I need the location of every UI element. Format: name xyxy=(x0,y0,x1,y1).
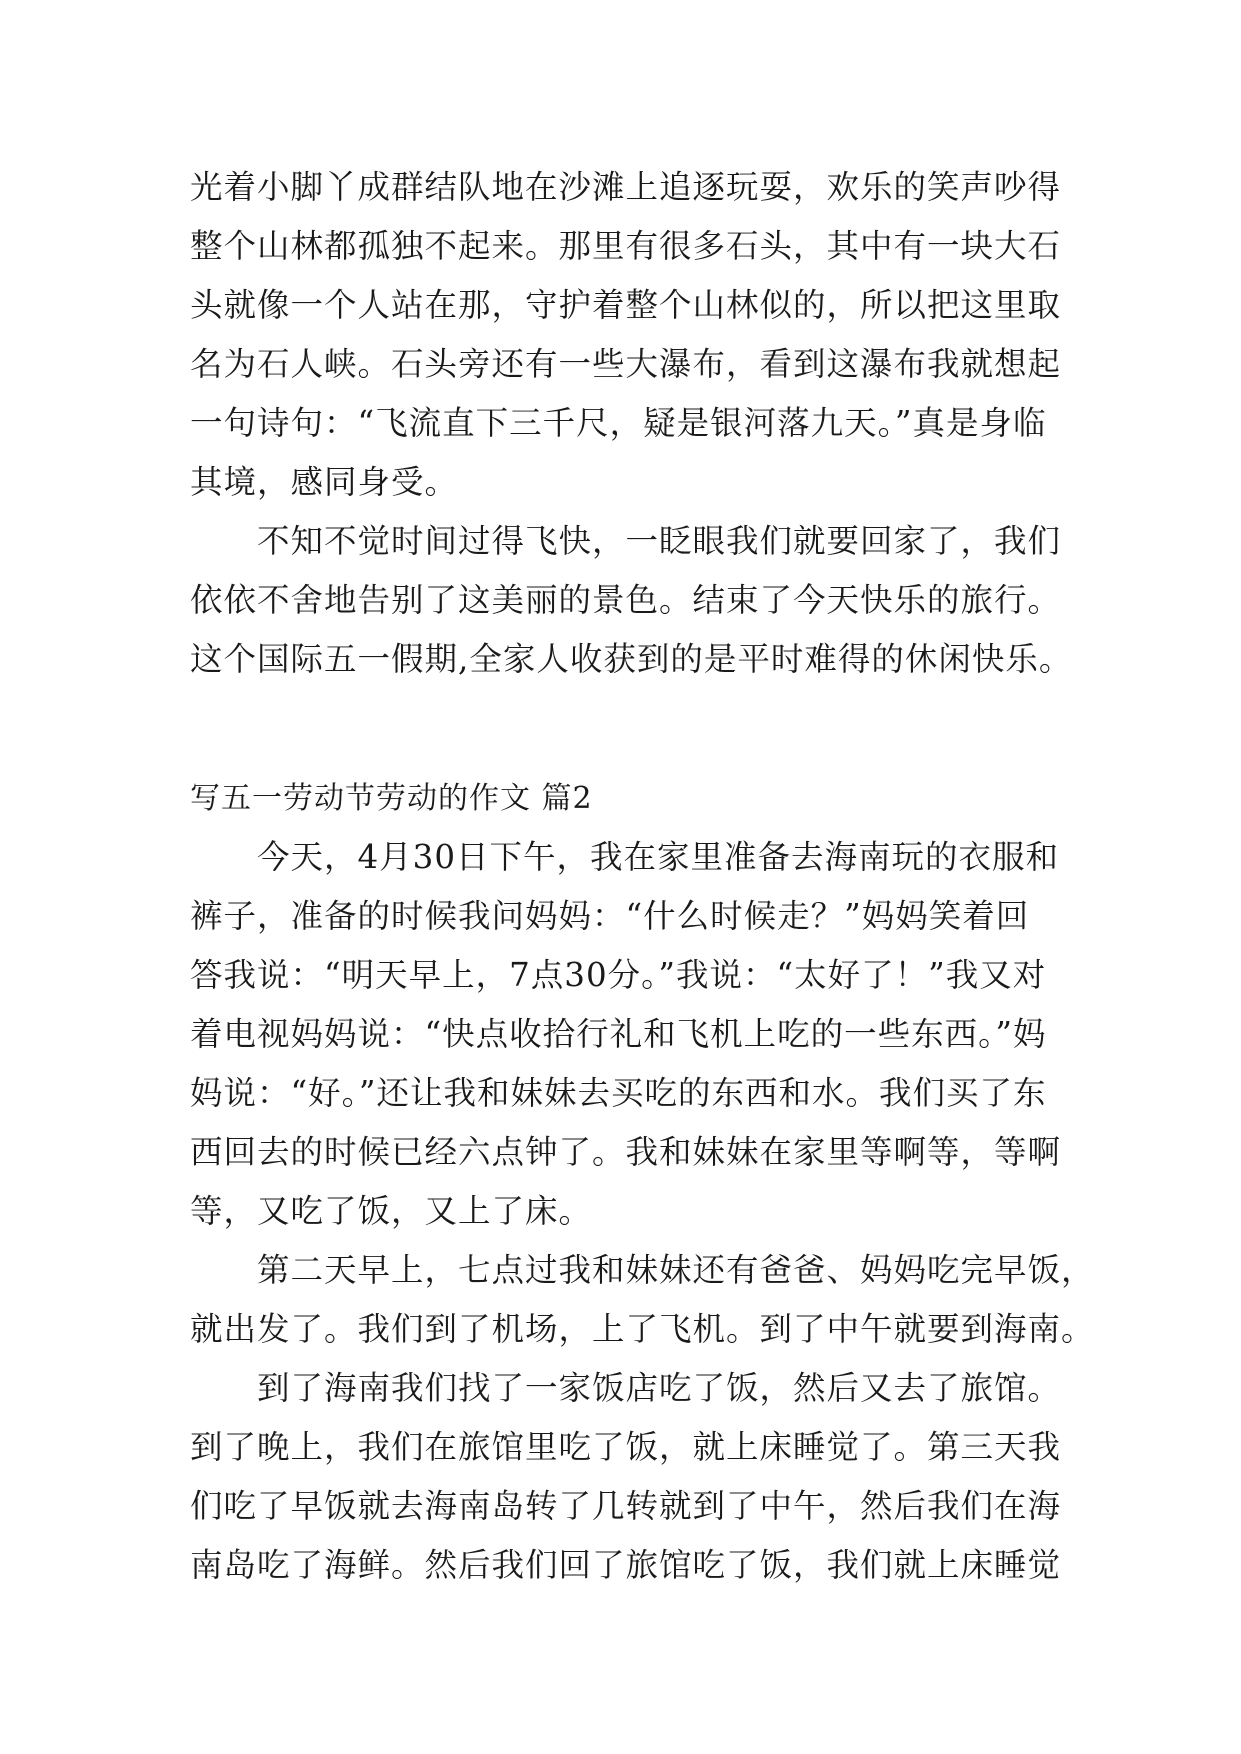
text-line: 妈说：“好。”还让我和妹妹去买吃的东西和水。我们买了东 xyxy=(190,1074,1047,1112)
text-line: 西回去的时候已经六点钟了。我和妹妹在家里等啊等，等啊 xyxy=(190,1133,1062,1171)
section-heading: 写五一劳动节劳动的作文 篇2 xyxy=(190,781,593,816)
text-line: 今天，4月30日下午，我在家里准备去海南玩的衣服和 xyxy=(190,838,1060,876)
text-line: 其境，感同身受。 xyxy=(190,463,459,501)
paragraph-4 xyxy=(190,1241,1095,1359)
text-line: 光着小脚丫成群结队地在沙滩上追逐玩耍，欢乐的笑声吵得 xyxy=(190,168,1062,206)
document-page xyxy=(190,158,1095,1595)
paragraph-3 xyxy=(190,828,1070,1241)
text-line: 名为石人峡。石头旁还有一些大瀑布，看到这瀑布我就想起 xyxy=(190,345,1062,383)
text-line: 就出发了。我们到了机场，上了飞机。到了中午就要到海南。 xyxy=(190,1310,1095,1348)
text-line: 裤子，准备的时候我问妈妈：“什么时候走？”妈妈笑着回 xyxy=(190,897,1030,935)
text-line: 一句诗句：“飞流直下三千尺，疑是银河落九天。”真是身临 xyxy=(190,404,1047,442)
paragraph-2 xyxy=(190,512,1073,689)
text-line: 着电视妈妈说：“快点收拾行礼和飞机上吃的一些东西。”妈 xyxy=(190,1015,1047,1053)
text-line: 整个山林都孤独不起来。那里有很多石头，其中有一块大石 xyxy=(190,227,1062,265)
text-line: 到了晚上，我们在旅馆里吃了饭，就上床睡觉了。第三天我 xyxy=(190,1428,1062,1466)
text-line: 到了海南我们找了一家饭店吃了饭，然后又去了旅馆。 xyxy=(190,1369,1062,1407)
text-line: 不知不觉时间过得飞快，一眨眼我们就要回家了，我们 xyxy=(190,522,1062,560)
text-line: 第二天早上，七点过我和妹妹还有爸爸、妈妈吃完早饭， xyxy=(190,1251,1095,1289)
text-line: 依依不舍地告别了这美丽的景色。结束了今天快乐的旅行。 xyxy=(190,581,1062,619)
paragraph-5 xyxy=(190,1359,1070,1595)
paragraph-1 xyxy=(190,158,1070,512)
text-line: 这个国际五一假期,全家人收获到的是平时难得的休闲快乐。 xyxy=(190,640,1073,678)
text-line: 答我说：“明天早上，7点30分。”我说：“太好了！”我又对 xyxy=(190,956,1047,994)
text-line: 等，又吃了饭，又上了床。 xyxy=(190,1192,593,1230)
text-line: 南岛吃了海鲜。然后我们回了旅馆吃了饭，我们就上床睡觉 xyxy=(190,1546,1062,1584)
text-line: 们吃了早饭就去海南岛转了几转就到了中午，然后我们在海 xyxy=(190,1487,1062,1525)
text-line: 头就像一个人站在那，守护着整个山林似的，所以把这里取 xyxy=(190,286,1062,324)
